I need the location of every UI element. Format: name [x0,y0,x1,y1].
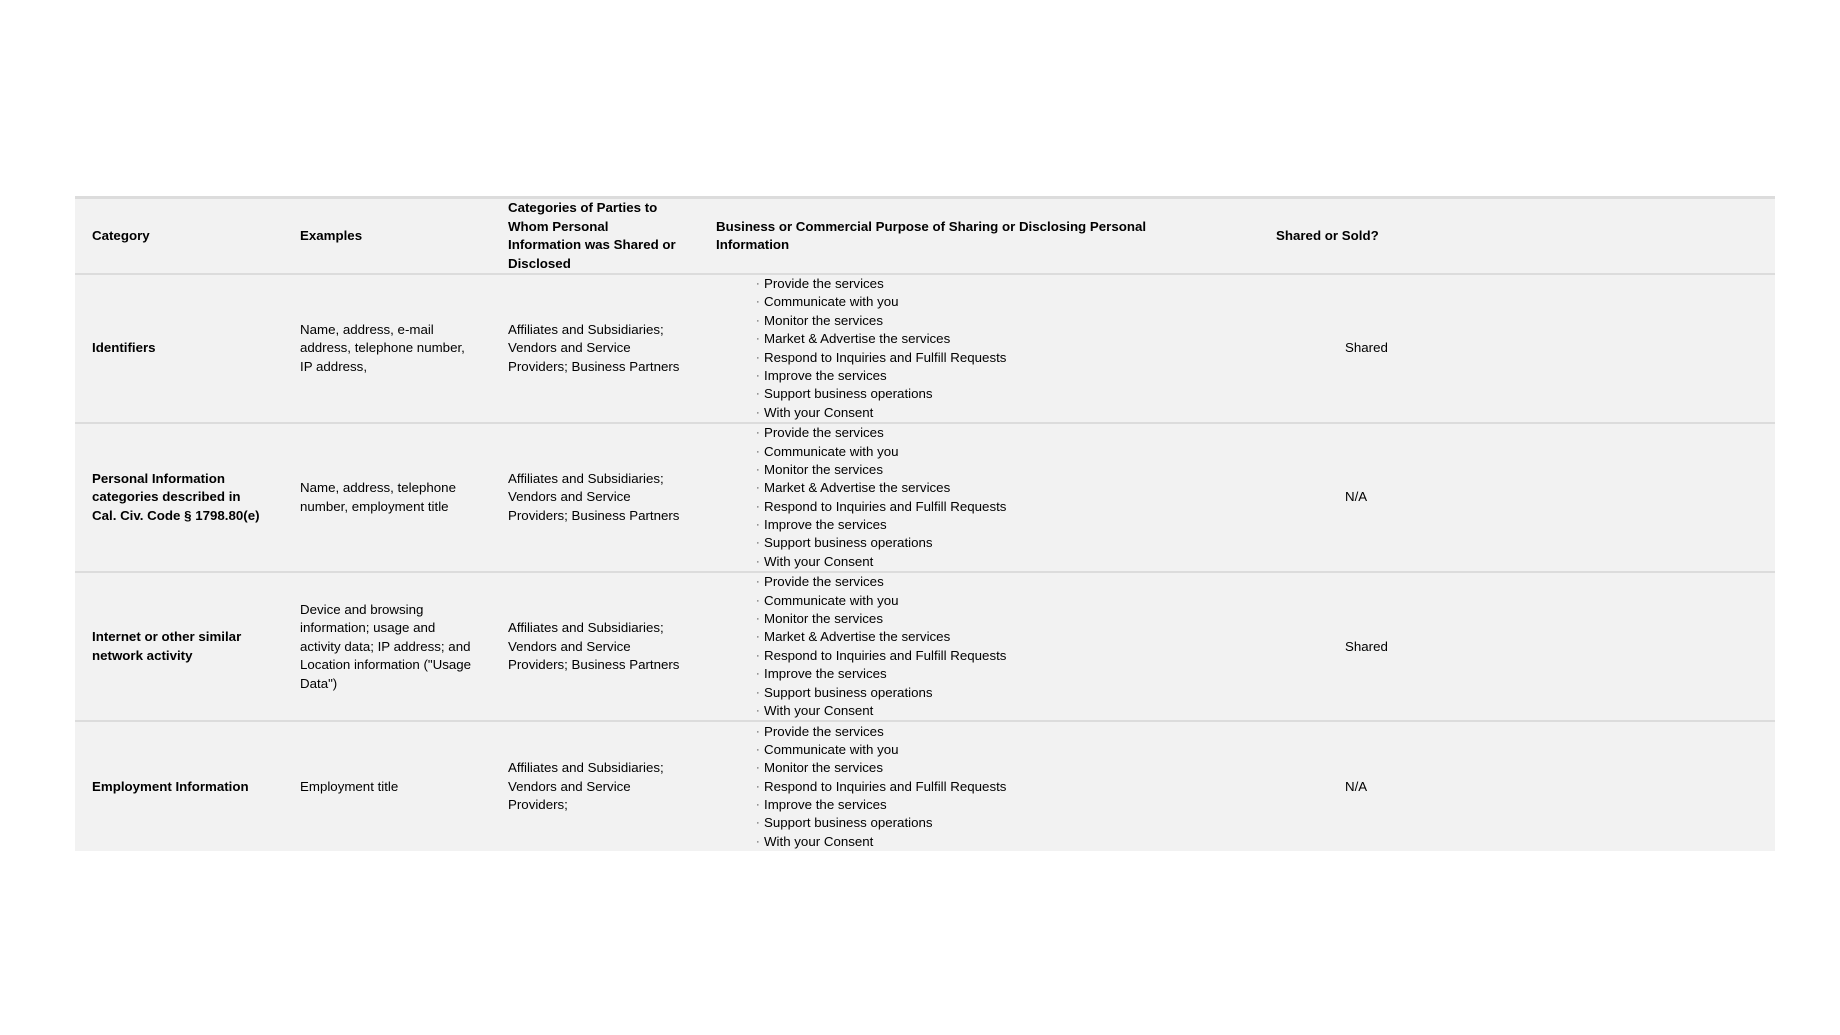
purpose-text: Provide the services [764,425,884,441]
header-shared-or-sold: Shared or Sold? [1225,198,1775,275]
purpose-list-item [699,293,1225,311]
cell-examples: Employment title [283,721,491,851]
bullet-icon: · [756,537,760,550]
bullet-icon: · [756,594,760,607]
cell-purposes [699,572,1225,721]
cell-parties: Affiliates and Subsidiaries; Vendors and Service Providers; Business Partners [491,274,699,423]
table-row [75,423,1775,572]
purpose-text: Market & Advertise the services [764,480,951,496]
bullet-icon: · [756,278,760,290]
bullet-icon: · [756,445,760,458]
table-row [75,721,1775,851]
cell-parties: Affiliates and Subsidiaries; Vendors and Service Providers; Business Partners [491,423,699,572]
cell-category: Employment Information [75,721,283,851]
purpose-text: Monitor the services [764,312,883,328]
bullet-icon: · [756,351,760,364]
cell-purposes [699,423,1225,572]
purpose-text: Improve the services [764,797,887,813]
purpose-text: With your Consent [764,833,874,849]
purpose-list-item [699,275,1225,293]
bullet-icon: · [756,576,760,589]
bullet-icon: · [756,686,760,699]
bullet-icon: · [756,799,760,812]
purpose-list-item [699,534,1225,552]
cell-purposes [699,721,1225,851]
purpose-list-item [699,573,1225,591]
purpose-text: Respond to Inquiries and Fulfill Requests [764,349,1007,365]
purpose-text: Respond to Inquiries and Fulfill Requests [764,498,1007,514]
purpose-list-item [699,367,1225,385]
purpose-list [699,573,1225,720]
purpose-text: Market & Advertise the services [764,629,951,645]
bullet-icon: · [756,333,760,346]
cell-examples: Device and browsing information; usage and activity data; IP address; and Location information ("Usage Data") [283,572,491,721]
header-category: Category [75,198,283,275]
purpose-text: Support business operations [764,535,933,551]
purpose-list-item [699,479,1225,497]
header-row [75,198,1775,275]
purpose-text: With your Consent [764,702,874,718]
purpose-text: Improve the services [764,666,887,682]
cell-category: Personal Information categories described in Cal. Civ. Code § 1798.80(e) [75,423,283,572]
purpose-text: Respond to Inquiries and Fulfill Requests [764,778,1007,794]
purpose-list-item [699,498,1225,516]
purpose-text: Provide the services [764,723,884,739]
header-examples: Examples [283,198,491,275]
purpose-text: Support business operations [764,386,933,402]
purpose-list-item [699,684,1225,702]
purpose-list-item [699,833,1225,851]
purpose-list-item [699,702,1225,720]
purpose-text: Support business operations [764,684,933,700]
purpose-list-item [699,741,1225,759]
purpose-list-item [699,516,1225,534]
cell-shared-or-sold: N/A [1225,423,1775,572]
bullet-icon: · [756,463,760,476]
table-header [75,198,1775,275]
cell-purposes [699,274,1225,423]
cell-shared-or-sold: N/A [1225,721,1775,851]
purpose-list-item [699,796,1225,814]
disclosure-table [75,196,1775,851]
purpose-list-item [699,610,1225,628]
cell-category: Internet or other similar network activity [75,572,283,721]
cell-shared-or-sold: Shared [1225,572,1775,721]
table-body [75,274,1775,851]
purpose-list-item [699,330,1225,348]
cell-examples: Name, address, e-mail address, telephone number, IP address, [283,274,491,423]
header-purpose: Business or Commercial Purpose of Sharing or Disclosing Personal Information [699,198,1225,275]
purpose-text: With your Consent [764,553,874,569]
cell-parties: Affiliates and Subsidiaries; Vendors and Service Providers; Business Partners [491,572,699,721]
cell-parties: Affiliates and Subsidiaries; Vendors and Service Providers; [491,721,699,851]
bullet-icon: · [756,406,760,419]
purpose-list-item [699,665,1225,683]
bullet-icon: · [756,482,760,495]
bullet-icon: · [756,780,760,793]
bullet-icon: · [756,613,760,626]
purpose-text: Improve the services [764,517,887,533]
purpose-list-item [699,443,1225,461]
purpose-list-item [699,723,1225,741]
purpose-text: Monitor the services [764,611,883,627]
purpose-text: Communicate with you [764,741,899,757]
bullet-icon: · [756,743,760,756]
purpose-text: Communicate with you [764,443,899,459]
header-parties: Categories of Parties to Whom Personal Information was Shared or Disclosed [491,198,699,275]
table-row [75,572,1775,721]
bullet-icon: · [756,668,760,681]
purpose-list-item [699,424,1225,442]
purpose-text: Market & Advertise the services [764,331,951,347]
bullet-icon: · [756,296,760,309]
purpose-list-item [699,553,1225,571]
purpose-text: Monitor the services [764,760,883,776]
purpose-list-item [699,759,1225,777]
bullet-icon: · [756,817,760,830]
purpose-text: Respond to Inquiries and Fulfill Requests [764,647,1007,663]
bullet-icon: · [756,631,760,644]
cell-category: Identifiers [75,274,283,423]
purpose-text: With your Consent [764,404,874,420]
purpose-list [699,275,1225,422]
purpose-list-item [699,647,1225,665]
purpose-list-item [699,349,1225,367]
purpose-list-item [699,404,1225,422]
purpose-text: Improve the services [764,367,887,383]
cell-shared-or-sold: Shared [1225,274,1775,423]
bullet-icon: · [756,314,760,327]
bullet-icon: · [756,725,760,738]
bullet-icon: · [756,427,760,440]
purpose-text: Provide the services [764,574,884,590]
table-row [75,274,1775,423]
bullet-icon: · [756,649,760,662]
bullet-icon: · [756,388,760,401]
purpose-list-item [699,592,1225,610]
purpose-list-item [699,628,1225,646]
purpose-text: Monitor the services [764,461,883,477]
purpose-text: Support business operations [764,815,933,831]
bullet-icon: · [756,555,760,568]
purpose-list-item [699,312,1225,330]
bullet-icon: · [756,369,760,382]
cell-examples: Name, address, telephone number, employment title [283,423,491,572]
purpose-text: Communicate with you [764,592,899,608]
purpose-text: Communicate with you [764,294,899,310]
bullet-icon: · [756,704,760,717]
purpose-list [699,723,1225,852]
bullet-icon: · [756,835,760,848]
bullet-icon: · [756,500,760,513]
bullet-icon: · [756,762,760,775]
purpose-list-item [699,461,1225,479]
purpose-list-item [699,814,1225,832]
purpose-text: Provide the services [764,276,884,291]
purpose-list [699,424,1225,571]
disclosure-table-container [75,196,1775,851]
purpose-list-item [699,778,1225,796]
purpose-list-item [699,385,1225,403]
bullet-icon: · [756,519,760,532]
